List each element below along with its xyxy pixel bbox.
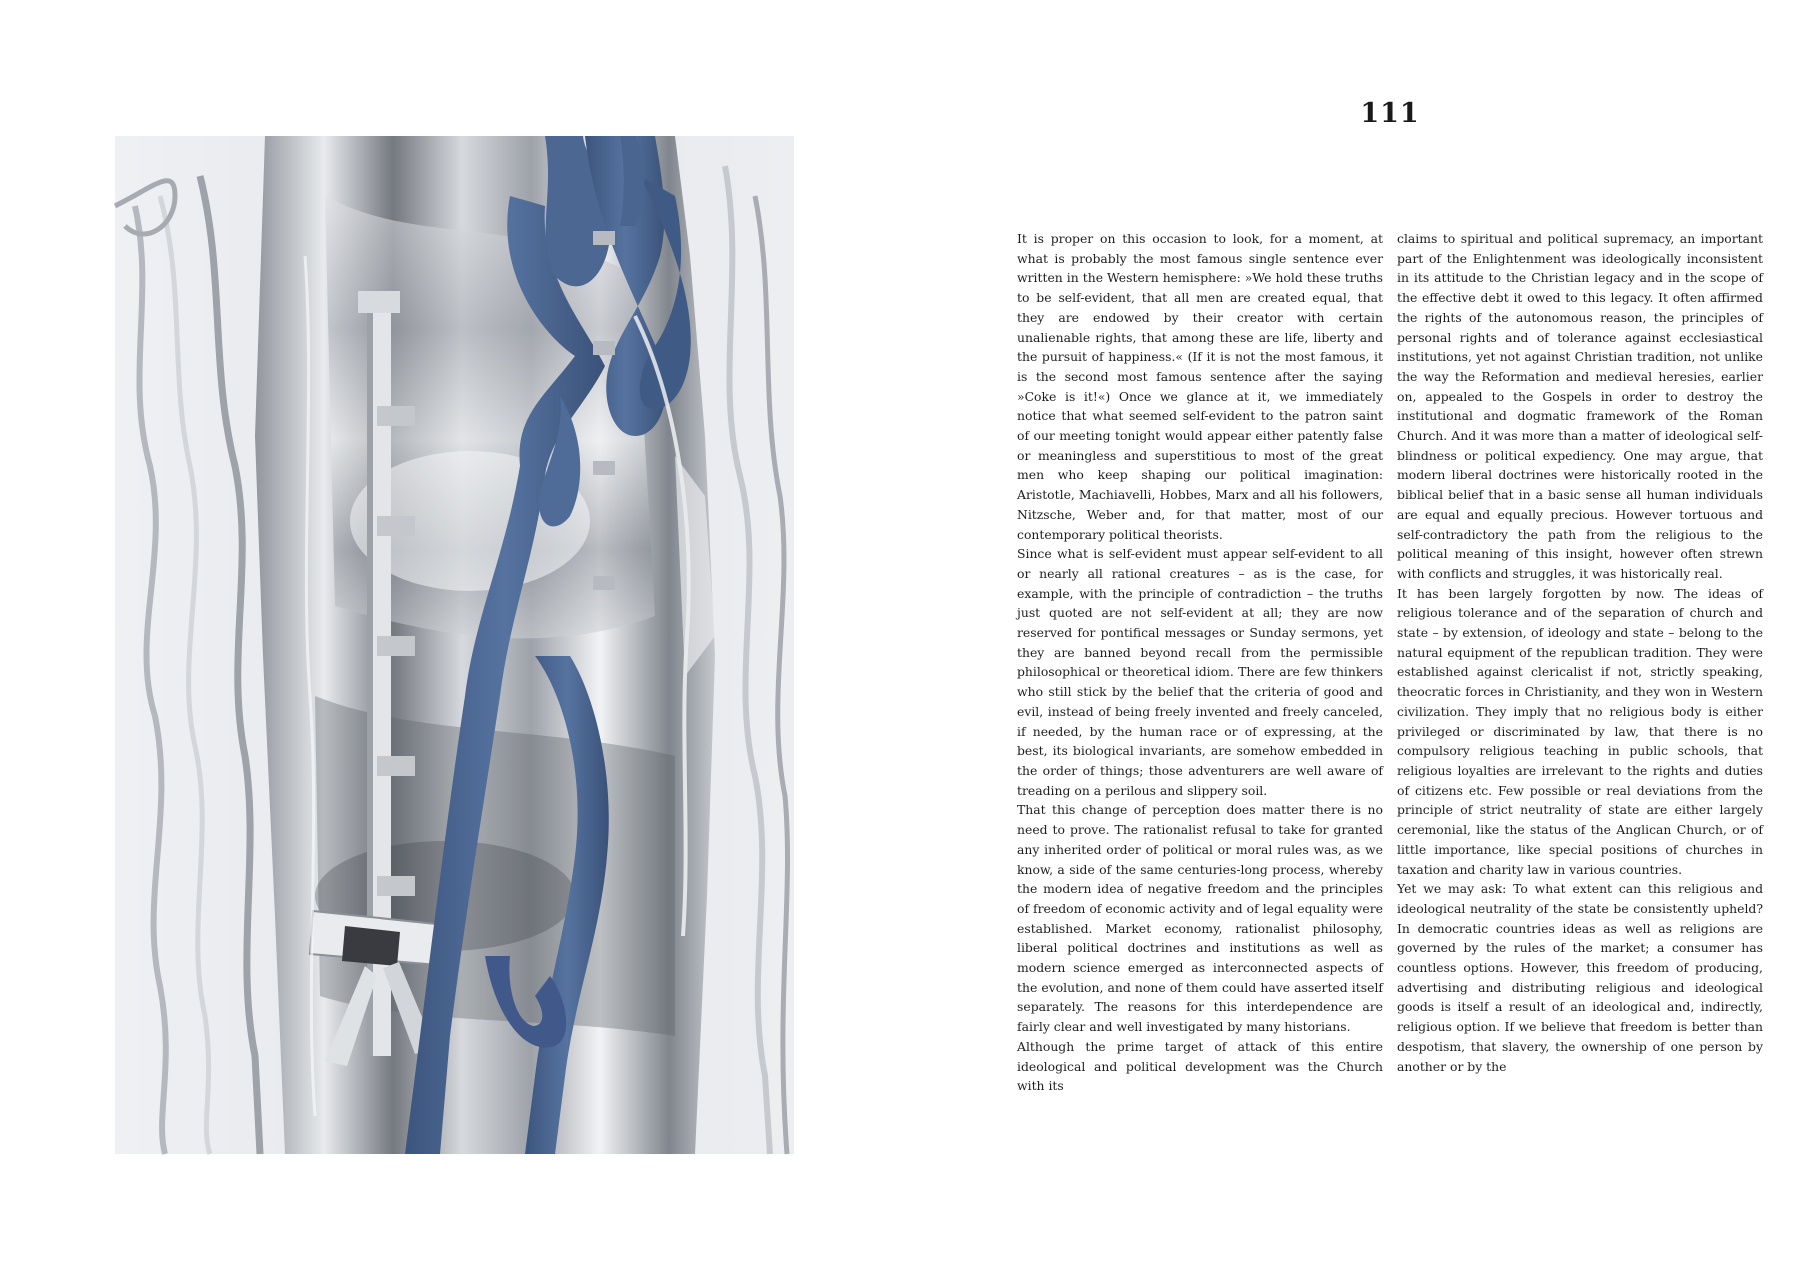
paragraph: Yet we may ask: To what extent can this religious and ideological neutrality of the state be consistently upheld? In democratic countries ideas as well as religions are governed by the rules of the market; a consumer has countless options. However, this freedom of producing, advertising and distributing religious and ideological goods is itself a result of an ideological and, indirectly, religious option. If we believe that freedom is better than despotism, that slavery, the ownership of one person by another or by the (1397, 881, 1763, 1074)
artwork-photograph (115, 136, 794, 1154)
text-column-left (1017, 229, 1383, 1094)
paragraph: Since what is self-evident must appear self-evident to all or nearly all rational creatures – as is the case, for example, with the principle of contradiction – the truths just quoted are not self-evident at all; they are now reserved for pontifical messages or Sunday sermons, yet they are banned beyond recall from the permissible philosophical or theoretical idiom. There are few thinkers who still stick by the belief that the criteria of good and evil, instead of being freely invented and freely canceled, if needed, by the human race or of expressing, at the best, its biological invariants, are somehow embedded in the order of things; those adventurers are well aware of treading on a perilous and slippery soil. (1017, 546, 1383, 798)
paragraph: It has been largely forgotten by now. The ideas of religious tolerance and of the separation of church and state – by extension, of ideology and state – belong to the natural equipment of the republican tradition. They were established against clericalist if not, strictly speaking, theocratic forces in Christianity, and they won in Western civilization. They imply that no religious body is either privileged or discriminated by law, that there is no compulsory religious teaching in public schools, that religious loyalties are irrelevant to the rights and duties of citizens etc. Few possible or real deviations from the principle of strict neutrality of state are either largely ceremonial, like the status of the Anglican Church, or of little importance, like special positions of churches in taxation and charity law in various countries. (1397, 585, 1763, 877)
paragraph: It is proper on this occasion to look, for a moment, at what is probably the most famous single sentence ever written in the Western hemisphere: »We hold these truths to be self-evident, that all men are created equal, that they are endowed by their creator with certain unalienable rights, that among these are life, liberty and the pursuit of happiness.« (If it is not the most famous, it is the second most famous sentence after the saying »Coke is it!«) Once we glance at it, we immediately notice that what seemed self-evident to the patron saint of our meeting tonight would appear either patently false or meaningless and superstitious to most of the great men who keep shaping our political imagination: Aristotle, Machiavelli, Hobbes, Marx and all his followers, Nitzsche, Weber and, for that matter, most of our contemporary political theorists. (1017, 231, 1383, 542)
metal-ribbon-sculpture-image (115, 136, 794, 1154)
text-column-right (1397, 229, 1763, 1074)
paragraph: claims to spiritual and political supremacy, an important part of the Enlightenment was ideologically inconsistent in its attitude to the Christian legacy and in the scope of the effective debt it owed to this legacy. It often affirmed the rights of the autonomous reason, the principles of personal rights and of tolerance against ecclesiastical institutions, yet not against Christian tradition, not unlike the way the Reformation and medieval heresies, earlier on, appealed to the Gospels in order to destroy the institutional and dogmatic framework of the Roman Church. And it was more than a matter of ideological self-blindness or political expediency. One may argue, that modern liberal doctrines were historically rooted in the biblical belief that in a basic sense all human individuals are equal and equally precious. However tortuous and self-contradictory the path from the religious to the political meaning of this insight, however often strewn with conflicts and struggles, it was historically real. (1397, 231, 1763, 581)
paragraph: That this change of perception does matter there is no need to prove. The rationalist refusal to take for granted any inherited order of political or moral rules was, as we know, a side of the same centuries-long process, whereby the modern idea of negative freedom and the principles of freedom of economic activity and of legal equality were established. Market economy, rationalist philosophy, liberal political doctrines and institutions as well as modern science emerged as interconnected aspects of the evolution, and none of them could have asserted itself separately. The reasons for this interdependence are fairly clear and well investigated by many historians. (1017, 802, 1383, 1035)
page-number: 111 (1360, 98, 1420, 129)
paragraph: Although the prime target of attack of this entire ideological and political development was the Church with its (1017, 1038, 1383, 1094)
